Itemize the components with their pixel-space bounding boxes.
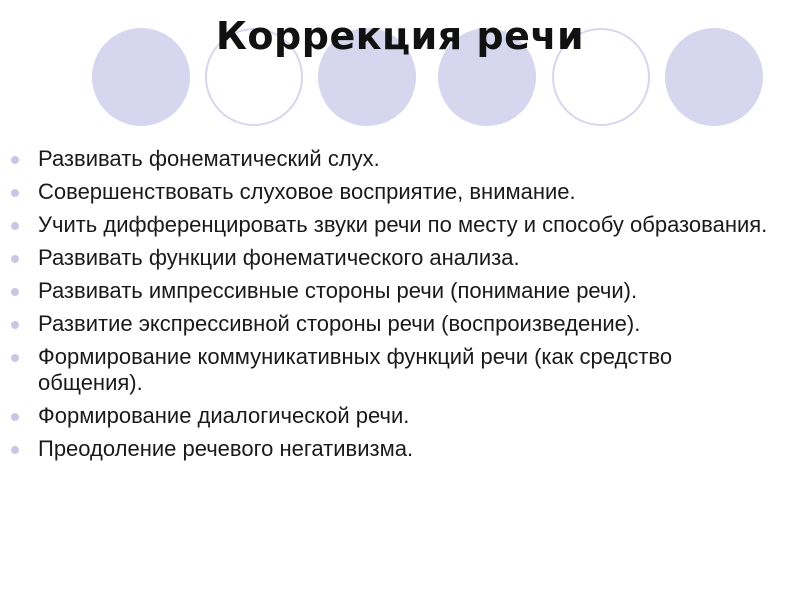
bullet-item — [0, 344, 800, 396]
bullet-dot-icon — [11, 156, 19, 164]
bullet-text: Формирование коммуникативных функций речи (как средство общения). — [38, 344, 673, 395]
bullet-item — [0, 179, 800, 205]
bullet-list — [0, 146, 800, 469]
bullet-text: Совершенствовать слуховое восприятие, внимание. — [38, 179, 576, 204]
bullet-dot-icon — [11, 321, 19, 329]
bullet-text: Развивать функции фонематического анализа. — [38, 245, 520, 270]
bullet-item — [0, 146, 800, 172]
bullet-text: Преодоление речевого негативизма. — [38, 436, 414, 461]
bullet-item — [0, 436, 800, 462]
bullet-item — [0, 278, 800, 304]
bullet-dot-icon — [11, 288, 19, 296]
bullet-item — [0, 212, 800, 238]
bullet-item — [0, 245, 800, 271]
bullet-item — [0, 311, 800, 337]
bullet-dot-icon — [11, 255, 19, 263]
bullet-text: Развивать импрессивные стороны речи (понимание речи). — [38, 278, 638, 303]
bullet-dot-icon — [11, 354, 19, 362]
slide-title: Коррекция речи — [215, 14, 585, 58]
bullet-dot-icon — [11, 446, 19, 454]
bullet-dot-icon — [11, 413, 19, 421]
bullet-dot-icon — [11, 189, 19, 197]
bullet-text: Развивать фонематический слух. — [38, 146, 380, 171]
bullet-text: Развитие экспрессивной стороны речи (воспроизведение). — [38, 311, 641, 336]
bullet-text: Формирование диалогической речи. — [38, 403, 410, 428]
bullet-dot-icon — [11, 222, 19, 230]
bullet-item — [0, 403, 800, 429]
bullet-text: Учить дифференцировать звуки речи по месту и способу образования. — [38, 212, 768, 237]
